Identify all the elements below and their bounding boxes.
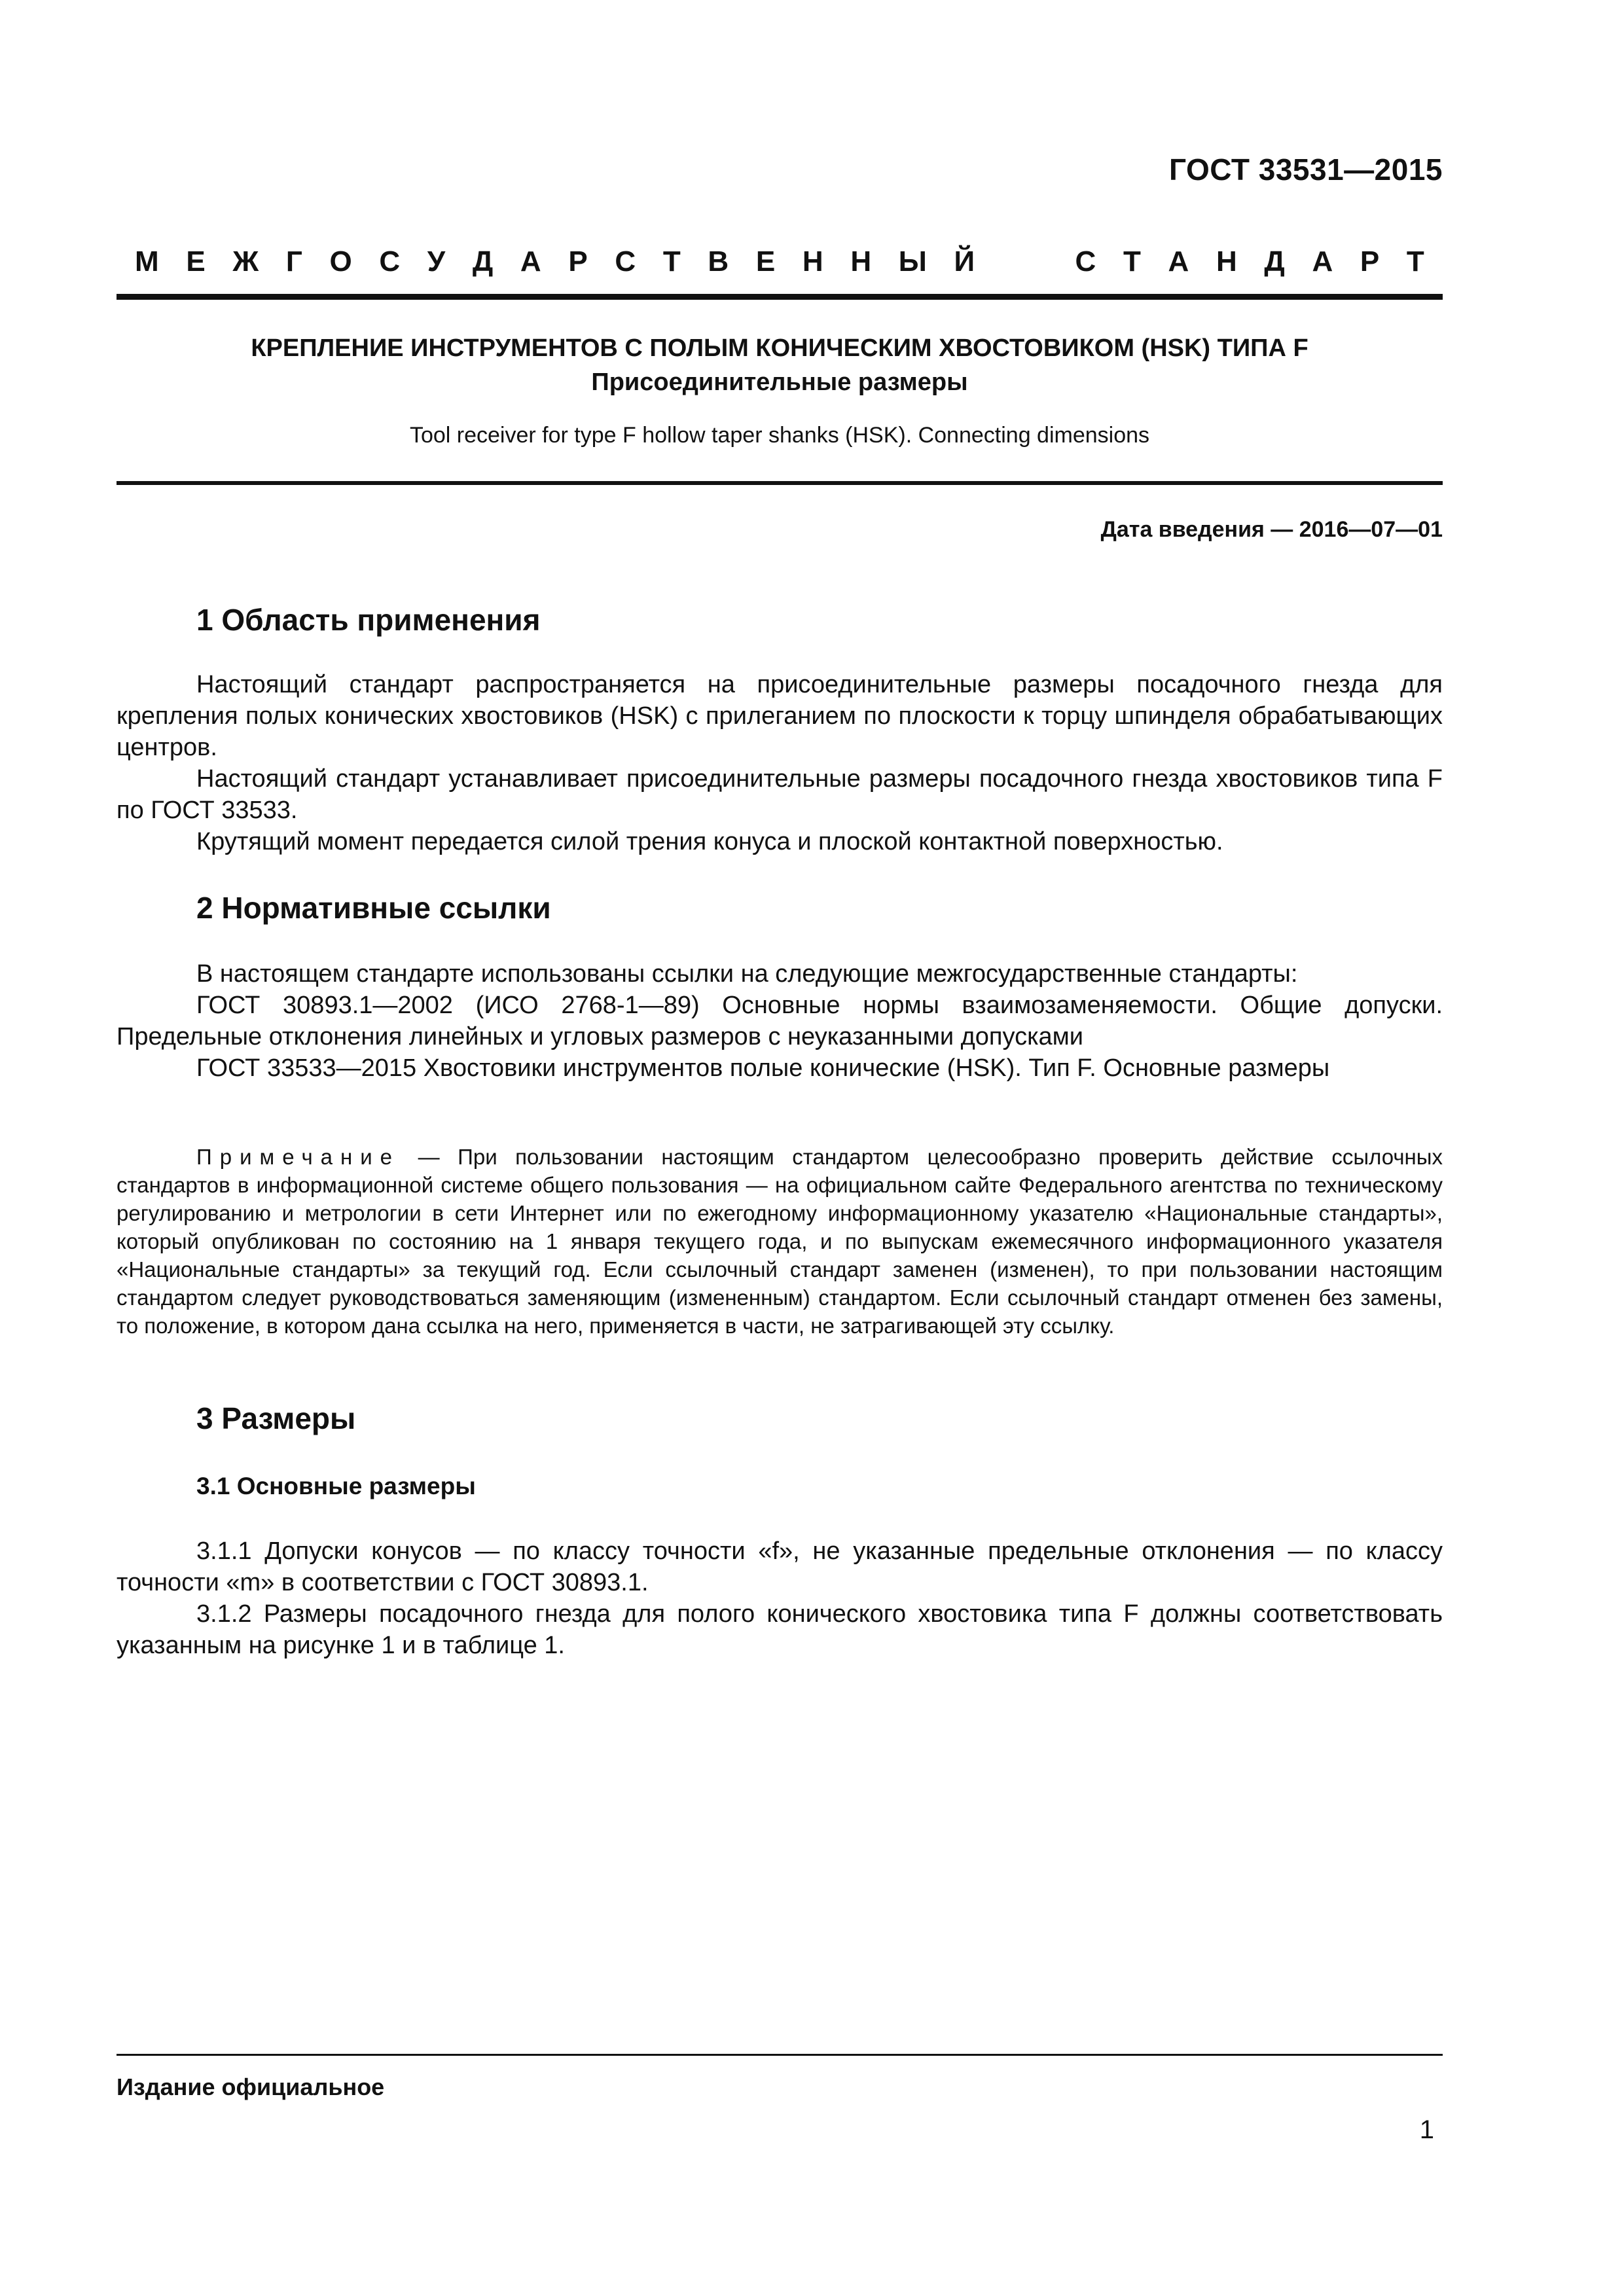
section-3-paragraph-2: 3.1.2 Размеры посадочного гнезда для полого конического хвостовика типа F должны соответствовать указанным на рисунке 1 и в таблице 1.: [117, 1600, 1443, 1659]
title-line-2: Присоединительные размеры: [591, 368, 968, 396]
banner-letter: С: [615, 245, 636, 278]
edition-label: Издание официальное: [117, 2073, 385, 2100]
page-number: 1: [1419, 2115, 1434, 2144]
subsection-3-1-heading: 3.1 Основные размеры: [196, 1473, 476, 1499]
banner-letter: О: [329, 245, 352, 278]
document-number: ГОСТ 33531—2015: [1169, 152, 1443, 187]
banner-letter: Т: [1406, 245, 1424, 278]
banner-letter: Д: [472, 245, 494, 278]
section-3-heading: 3 Размеры: [196, 1401, 356, 1435]
standard-banner: [117, 245, 1443, 278]
header-rule: [117, 294, 1443, 300]
banner-letter: М: [135, 245, 159, 278]
banner-letter: В: [708, 245, 729, 278]
banner-letter: А: [520, 245, 541, 278]
title-english: Tool receiver for type F hollow taper shanks (HSK). Connecting dimensions: [409, 423, 1150, 448]
banner-letter: У: [427, 245, 446, 278]
banner-letter: Т: [1123, 245, 1141, 278]
section-2-heading: 2 Нормативные ссылки: [196, 891, 551, 925]
title-rule: [117, 481, 1443, 485]
banner-letter: С: [1075, 245, 1096, 278]
banner-letter: А: [1312, 245, 1333, 278]
section-2-note: [117, 1143, 1443, 1340]
banner-letter: Ы: [898, 245, 927, 278]
note-text: — При пользовании настоящим стандартом целесообразно проверить действие ссылочных стандартов в информационной системе общего пользования — на официальном сайте Федерального агентства по техническому регулированию и метрологии в сети Интернет или по ежегодному информационному указателю «Национальные стандарты», который опубликован по состоянию на 1 января текущего года, и по выпускам ежемесячного информационного указателя «Национальные стандарты» за текущий год. Если ссылочный стандарт заменен (изменен), то при пользовании настоящим стандартом следует руководствоваться заменяющим (измененным) стандартом. Если ссылочный стандарт отменен без замены, то положение, в котором дана ссылка на него, применяется в части, не затрагивающей эту ссылку.: [117, 1145, 1443, 1338]
banner-letter: Р: [568, 245, 588, 278]
section-3-paragraph-1: 3.1.1 Допуски конусов — по классу точности «f», не указанные предельные отклонения — по классу точности «m» в соответствии с ГОСТ 30893.1.: [117, 1537, 1443, 1596]
banner-letter: Н: [1216, 245, 1237, 278]
note-label: Примечание: [196, 1145, 401, 1169]
section-1-paragraph-2: Настоящий стандарт устанавливает присоединительные размеры посадочного гнезда хвостовиков типа F по ГОСТ 33533.: [117, 765, 1443, 824]
banner-letter: Н: [850, 245, 872, 278]
banner-letter: Р: [1360, 245, 1380, 278]
footer-rule: [117, 2054, 1443, 2056]
banner-letter: Г: [285, 245, 302, 278]
section-2-paragraph-1: В настоящем стандарте использованы ссылки на следующие межгосударственные стандарты:: [196, 960, 1298, 988]
banner-letter: Й: [954, 245, 975, 278]
section-2-reference-1: ГОСТ 30893.1—2002 (ИСО 2768-1—89) Основные нормы взаимозаменяемости. Общие допуски. Предельные отклонения линейных и угловых размеров с неуказанными допусками: [117, 992, 1443, 1050]
banner-letter: Н: [802, 245, 823, 278]
banner-letter: Д: [1264, 245, 1285, 278]
document-title: [117, 331, 1443, 399]
section-1-heading: 1 Область применения: [196, 603, 541, 637]
banner-letter: Ж: [232, 245, 259, 278]
banner-letter: Е: [186, 245, 206, 278]
banner-letter: С: [379, 245, 401, 278]
section-1-paragraph-1: Настоящий стандарт распространяется на присоединительные размеры посадочного гнезда для крепления полых конических хвостовиков (HSK) с прилеганием по плоскости к торцу шпинделя обрабатывающих центров.: [117, 671, 1443, 761]
banner-letter: А: [1168, 245, 1189, 278]
introduction-date: Дата введения — 2016—07—01: [1100, 517, 1443, 542]
banner-letter: Е: [755, 245, 776, 278]
title-line-1: КРЕПЛЕНИЕ ИНСТРУМЕНТОВ С ПОЛЫМ КОНИЧЕСКИМ ХВОСТОВИКОМ (HSK) ТИПА F: [251, 334, 1308, 362]
section-2-reference-2: ГОСТ 33533—2015 Хвостовики инструментов полые конические (HSK). Тип F. Основные размеры: [196, 1054, 1330, 1082]
section-1-paragraph-3: Крутящий момент передается силой трения конуса и плоской контактной поверхностью.: [196, 828, 1223, 855]
banner-letter: Т: [662, 245, 681, 278]
